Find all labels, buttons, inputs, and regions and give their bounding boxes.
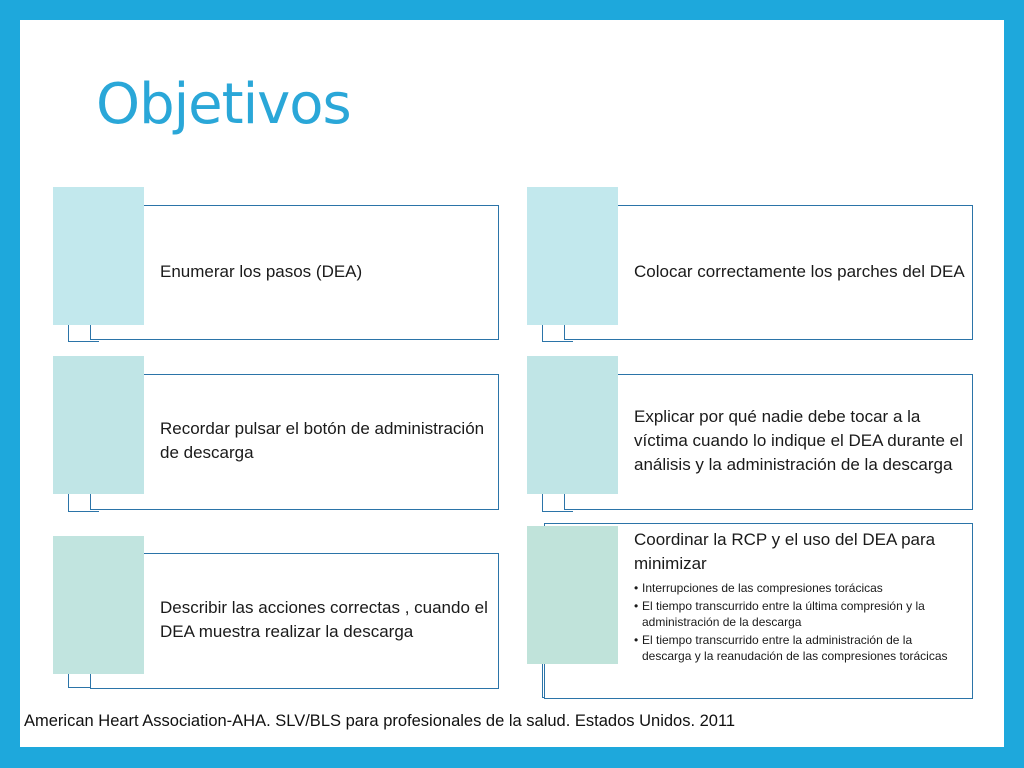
objective-text: Colocar correctamente los parches del DEA [634, 262, 965, 281]
card-accent-block [53, 536, 144, 674]
slide-title: Objetivos [96, 72, 351, 137]
objective-text: Explicar por qué nadie debe tocar a la víctima cuando lo indique el DEA durante el análisis y la administración de la descarga [634, 407, 963, 474]
objective-text: Enumerar los pasos (DEA) [160, 262, 363, 281]
objective-bullet-list [634, 580, 964, 664]
objective-text: Describir las acciones correctas , cuando el DEA muestra realizar la descarga [160, 598, 488, 641]
card-accent-block [53, 356, 144, 494]
card-accent-block [53, 187, 144, 325]
objective-bullet: • El tiempo transcurrido entre la administración de la descarga y la reanudación de las compresiones torácicas [634, 632, 964, 664]
citation: American Heart Association-AHA. SLV/BLS para profesionales de la salud. Estados Unidos. 2011 [24, 712, 736, 730]
card-accent-block [527, 187, 618, 325]
objective-text: Coordinar la RCP y el uso del DEA para minimizar [634, 530, 936, 573]
objective-content [634, 528, 964, 666]
objective-bullet: • Interrupciones de las compresiones torácicas [634, 580, 964, 596]
objective-bullet: • El tiempo transcurrido entre la última compresión y la administración de la descarga [634, 598, 964, 630]
slide [20, 20, 1004, 747]
card-accent-block [527, 526, 618, 664]
objective-text: Recordar pulsar el botón de administración de descarga [160, 419, 485, 462]
card-accent-block [527, 356, 618, 494]
